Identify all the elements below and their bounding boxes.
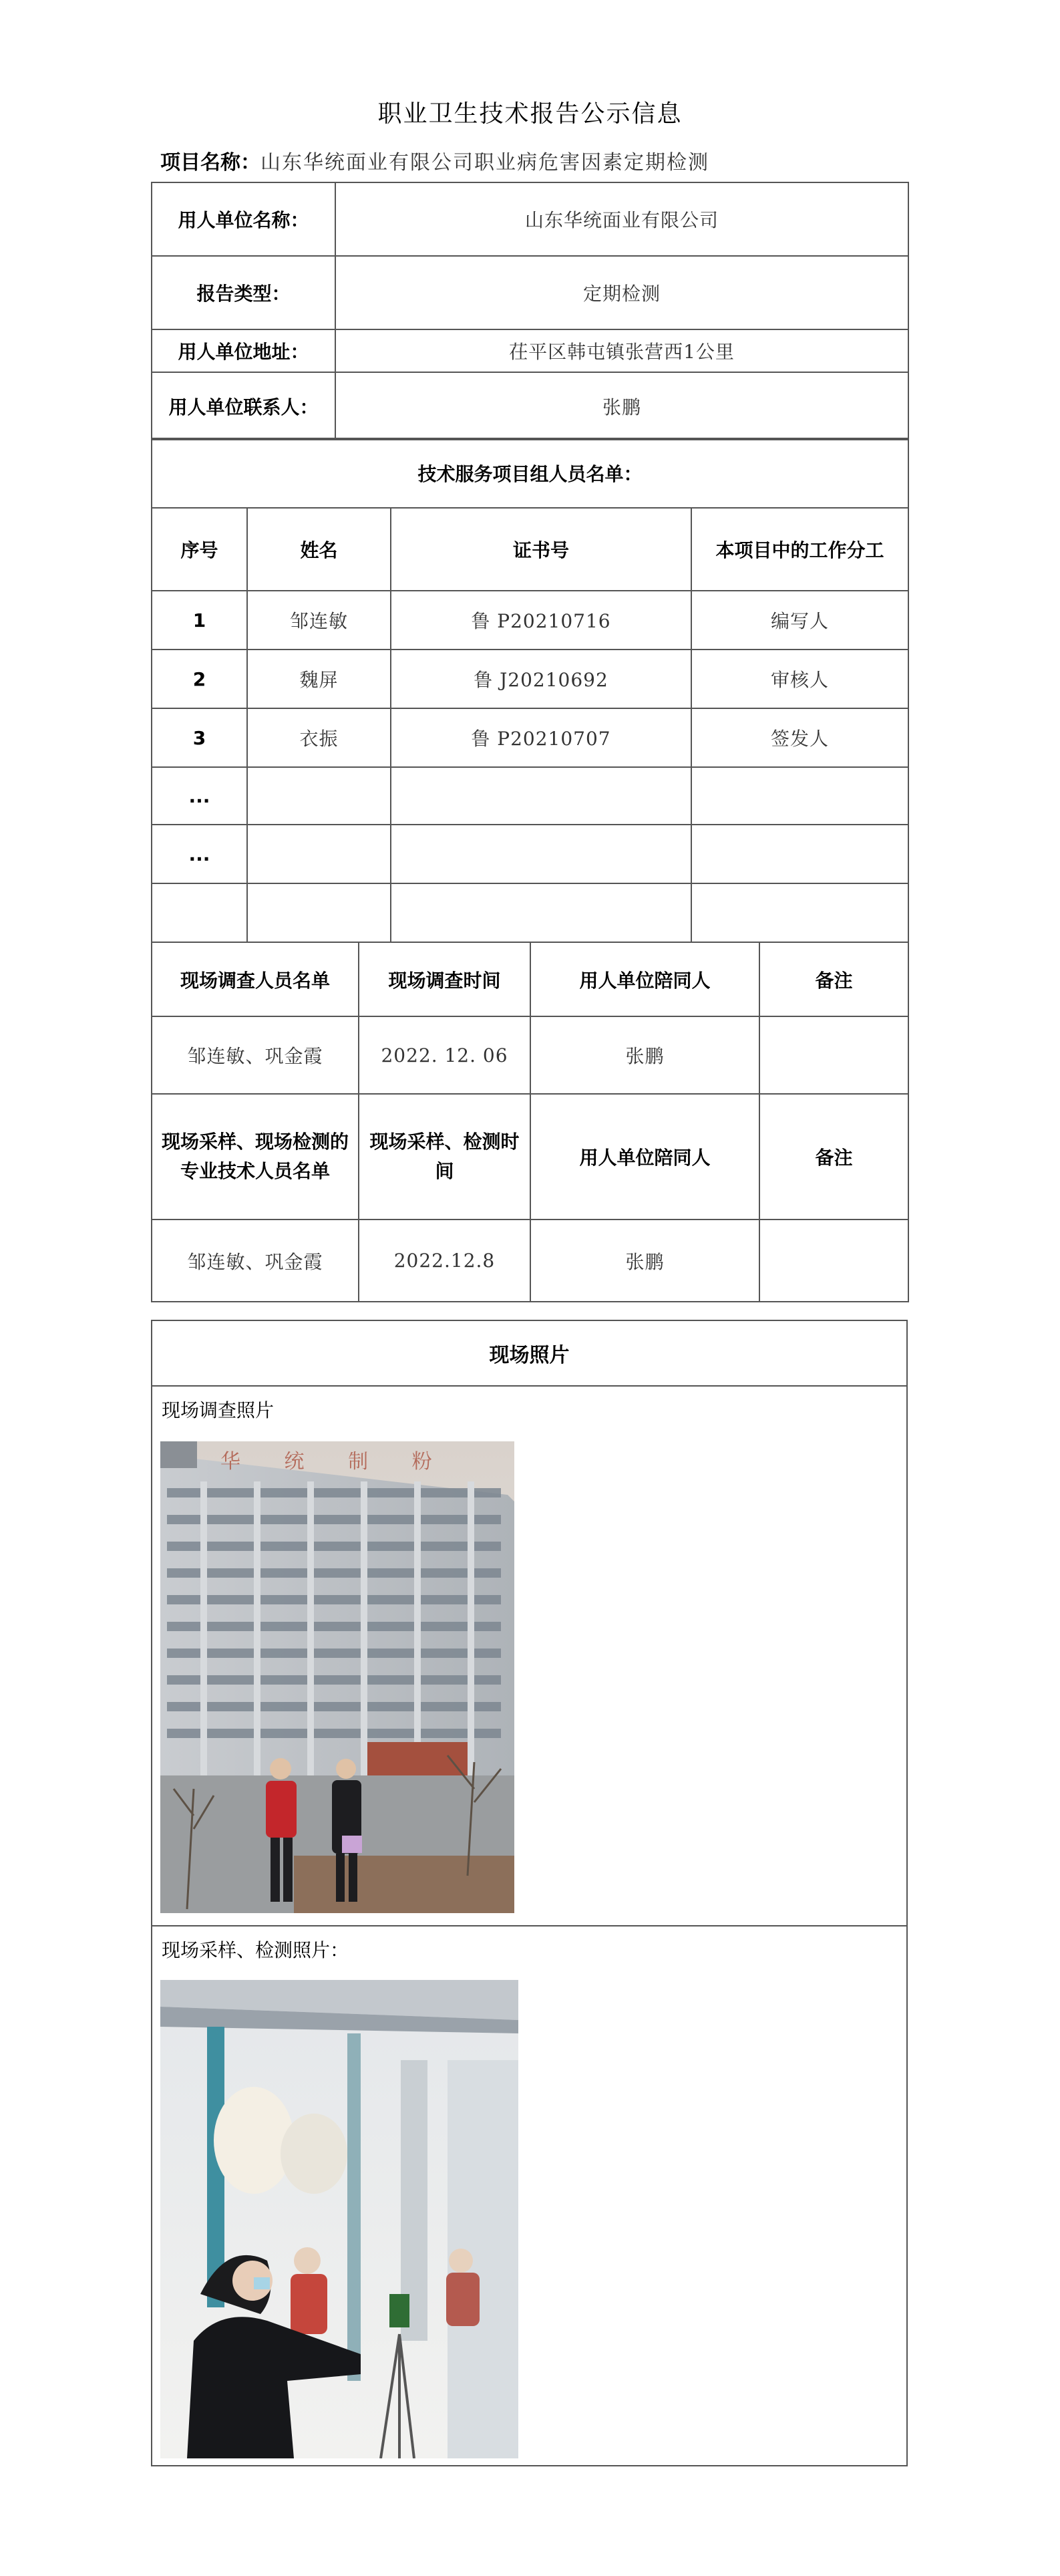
table-row bbox=[152, 591, 908, 650]
unit-address-label: 用人单位地址： bbox=[152, 329, 335, 372]
table-row bbox=[152, 256, 908, 329]
sampling-escort-header: 用人单位陪同人 bbox=[530, 1094, 759, 1220]
row-index: ... bbox=[152, 825, 247, 883]
row-index: 2 bbox=[152, 650, 247, 708]
table-row bbox=[152, 438, 908, 508]
report-type-label: 报告类型： bbox=[152, 256, 335, 329]
survey-photo bbox=[160, 1441, 514, 1913]
sampling-photo bbox=[160, 1980, 518, 2458]
table-row bbox=[152, 372, 908, 440]
sampling-remark-header: 备注 bbox=[759, 1094, 908, 1220]
table-row bbox=[152, 708, 908, 767]
row-index: 1 bbox=[152, 591, 247, 650]
survey-escort: 张鹏 bbox=[530, 1016, 759, 1094]
building-sign: 华 统 制 粉 bbox=[220, 1450, 451, 1473]
photos-heading: 现场照片 bbox=[152, 1321, 906, 1387]
survey-staff: 邹连敏、巩金霞 bbox=[152, 1016, 359, 1094]
member-role bbox=[691, 825, 908, 883]
page-title: 职业卫生技术报告公示信息 bbox=[377, 100, 683, 128]
survey-remark bbox=[759, 1016, 908, 1094]
member-cert bbox=[391, 825, 691, 883]
unit-contact-label: 用人单位联系人： bbox=[152, 372, 335, 440]
report-type-value: 定期检测 bbox=[335, 256, 908, 329]
member-cert: 鲁 P20210716 bbox=[391, 591, 691, 650]
survey-remark-header: 备注 bbox=[759, 942, 908, 1016]
unit-info-table bbox=[151, 182, 909, 440]
sampling-remark bbox=[759, 1220, 908, 1302]
member-cert: 鲁 P20210707 bbox=[391, 708, 691, 767]
survey-time: 2022. 12. 06 bbox=[359, 1016, 530, 1094]
col-header-role: 本项目中的工作分工 bbox=[691, 508, 908, 591]
sampling-time-header: 现场采样、检测时间 bbox=[359, 1094, 530, 1220]
member-role: 编写人 bbox=[691, 591, 908, 650]
table-header-row bbox=[152, 1094, 908, 1220]
table-row bbox=[152, 1220, 908, 1302]
unit-name-label: 用人单位名称： bbox=[152, 182, 335, 256]
team-table bbox=[151, 438, 909, 943]
member-name bbox=[247, 825, 391, 883]
table-header-row bbox=[152, 508, 908, 591]
project-label: 项目名称： bbox=[160, 151, 260, 174]
survey-table bbox=[151, 942, 909, 1302]
unit-name-value: 山东华统面业有限公司 bbox=[335, 182, 908, 256]
member-role: 签发人 bbox=[691, 708, 908, 767]
member-cert bbox=[391, 767, 691, 825]
table-row bbox=[152, 883, 908, 942]
member-cert bbox=[391, 883, 691, 942]
member-cert: 鲁 J20210692 bbox=[391, 650, 691, 708]
table-header-row bbox=[152, 942, 908, 1016]
member-role: 审核人 bbox=[691, 650, 908, 708]
col-header-name: 姓名 bbox=[247, 508, 391, 591]
row-index: 3 bbox=[152, 708, 247, 767]
member-name bbox=[247, 883, 391, 942]
sampling-time: 2022.12.8 bbox=[359, 1220, 530, 1302]
unit-address-value: 茌平区韩屯镇张营西1公里 bbox=[335, 329, 908, 372]
sampling-staff: 邹连敏、巩金霞 bbox=[152, 1220, 359, 1302]
sampler-device bbox=[389, 2294, 409, 2327]
survey-time-header: 现场调查时间 bbox=[359, 942, 530, 1016]
sampling-photo-label: 现场采样、检测照片： bbox=[162, 1939, 349, 1961]
project-value: 山东华统面业有限公司职业病危害因素定期检测 bbox=[260, 151, 709, 174]
unit-contact-value: 张鹏 bbox=[335, 372, 908, 440]
table-row bbox=[152, 767, 908, 825]
site-photos-section bbox=[151, 1320, 908, 2466]
survey-escort-header: 用人单位陪同人 bbox=[530, 942, 759, 1016]
member-role bbox=[691, 883, 908, 942]
member-role bbox=[691, 767, 908, 825]
member-name: 邹连敏 bbox=[247, 591, 391, 650]
photos-divider bbox=[152, 1925, 906, 1926]
table-row bbox=[152, 329, 908, 372]
survey-photo-label: 现场调查照片 bbox=[162, 1399, 275, 1421]
table-row bbox=[152, 1016, 908, 1094]
table-row bbox=[152, 825, 908, 883]
survey-staff-header: 现场调查人员名单 bbox=[152, 942, 359, 1016]
col-header-index: 序号 bbox=[152, 508, 247, 591]
table-row bbox=[152, 650, 908, 708]
team-heading: 技术服务项目组人员名单： bbox=[152, 438, 908, 508]
member-name: 衣振 bbox=[247, 708, 391, 767]
sampling-staff-header: 现场采样、现场检测的专业技术人员名单 bbox=[152, 1094, 359, 1220]
sampling-escort: 张鹏 bbox=[530, 1220, 759, 1302]
member-name bbox=[247, 767, 391, 825]
row-index: ... bbox=[152, 767, 247, 825]
row-index bbox=[152, 883, 247, 942]
table-row bbox=[152, 182, 908, 256]
member-name: 魏屏 bbox=[247, 650, 391, 708]
col-header-cert: 证书号 bbox=[391, 508, 691, 591]
project-name bbox=[160, 146, 709, 175]
